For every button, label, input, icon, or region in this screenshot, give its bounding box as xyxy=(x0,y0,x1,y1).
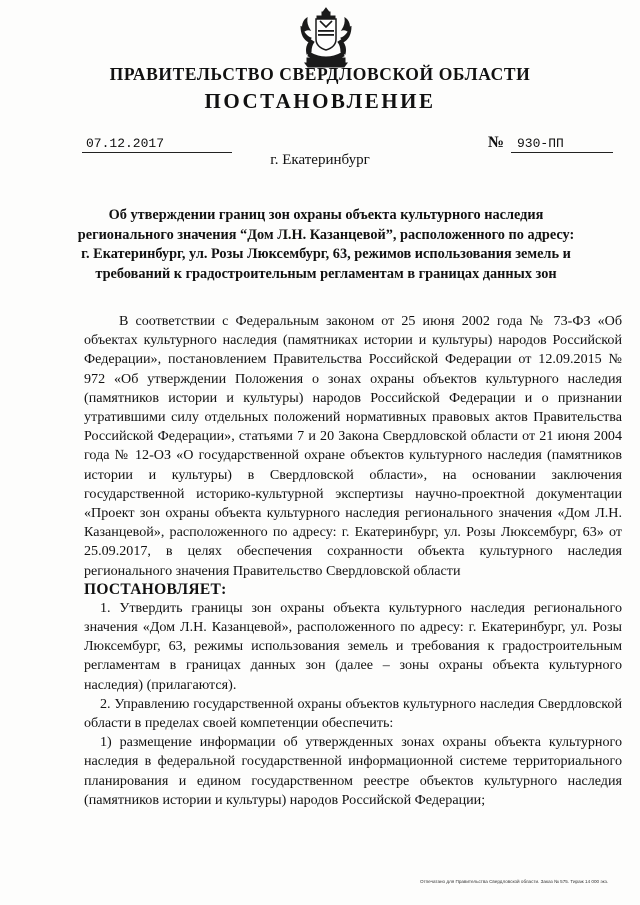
item-1-paragraph: 1. Утвердить границы зон охраны объекта культурного наследия регионального значения «Дом Л.Н. Казанцевой», расположенного по адресу: г. Екатеринбург, ул. Розы Люксембург, 63, режимы использования земель и требования к градостроительным регламентам в границах данных зон (далее – зоны охраны объекта культурного наследия) (прилагаются). xyxy=(84,599,622,693)
document-date: 07.12.2017 xyxy=(82,136,232,153)
document-body xyxy=(84,312,622,810)
resolves-heading: ПОСТАНОВЛЯЕТ: xyxy=(84,580,227,598)
preamble-paragraph: В соответствии с Федеральным законом от 25 июня 2002 года № 73-ФЗ «Об объектах культурного наследия (памятниках истории и культуры) народов Российской Федерации», постановлением Правительства Российской Федерации от 12.09.2015 № 972 «Об утверждении Положения о зонах охраны объектов культурного наследия (памятников истории и культуры) народов Российской Федерации и о признании утратившими силу отдельных положений нормативных правовых актов Правительства Российской Федерации», статьями 7 и 20 Закона Свердловской области от 21 июня 2004 года № 12-ОЗ «О государственной охране объектов культурного наследия (памятников истории и культуры) в Свердловской области», на основании заключения государственной историко-культурной экспертизы научно-проектной документации «Проект зон охраны объекта культурного наследия регионального значения «Дом Л.Н. Казанцевой», расположенного по адресу: г. Екатеринбург, ул. Розы Люксембург, 63» от 25.09.2017, в целях обеспечения сохранности объекта культурного наследия регионального значения Правительство Свердловской области xyxy=(84,313,622,579)
organization-title: ПРАВИТЕЛЬСТВО СВЕРДЛОВСКОЙ ОБЛАСТИ xyxy=(109,64,531,84)
document-type: ПОСТАНОВЛЕНИЕ xyxy=(204,89,436,113)
item-2-paragraph: 2. Управлению государственной охраны объектов культурного наследия Свердловской области в пределах своей компетенции обеспечить: xyxy=(84,695,622,732)
item-2-1-paragraph: 1) размещение информации об утвержденных зонах охраны объекта культурного наследия в федеральной государственной информационной системе территориального планирования и едином государственном реестре объектов культурного наследия (памятников истории и культуры) народов Российской Федерации; xyxy=(84,734,622,808)
city-name: г. Екатеринбург xyxy=(270,152,370,168)
number-label: № xyxy=(488,134,505,151)
document-title: Об утверждении границ зон охраны объекта культурного наследия регионального значения “Дом Л.Н. Казанцевой”, расположенного по адресу: г. Екатеринбург, ул. Розы Люксембург, 63, режимов использования земель и требований к градостроительным регламентам в границах данных зон xyxy=(77,207,575,282)
document-number: 930-ПП xyxy=(511,136,613,153)
print-note: Отпечатано для Правительства Свердловской области. Заказ № 575. Тираж 14 000 экз. xyxy=(420,879,609,884)
coat-of-arms-icon xyxy=(297,6,355,68)
